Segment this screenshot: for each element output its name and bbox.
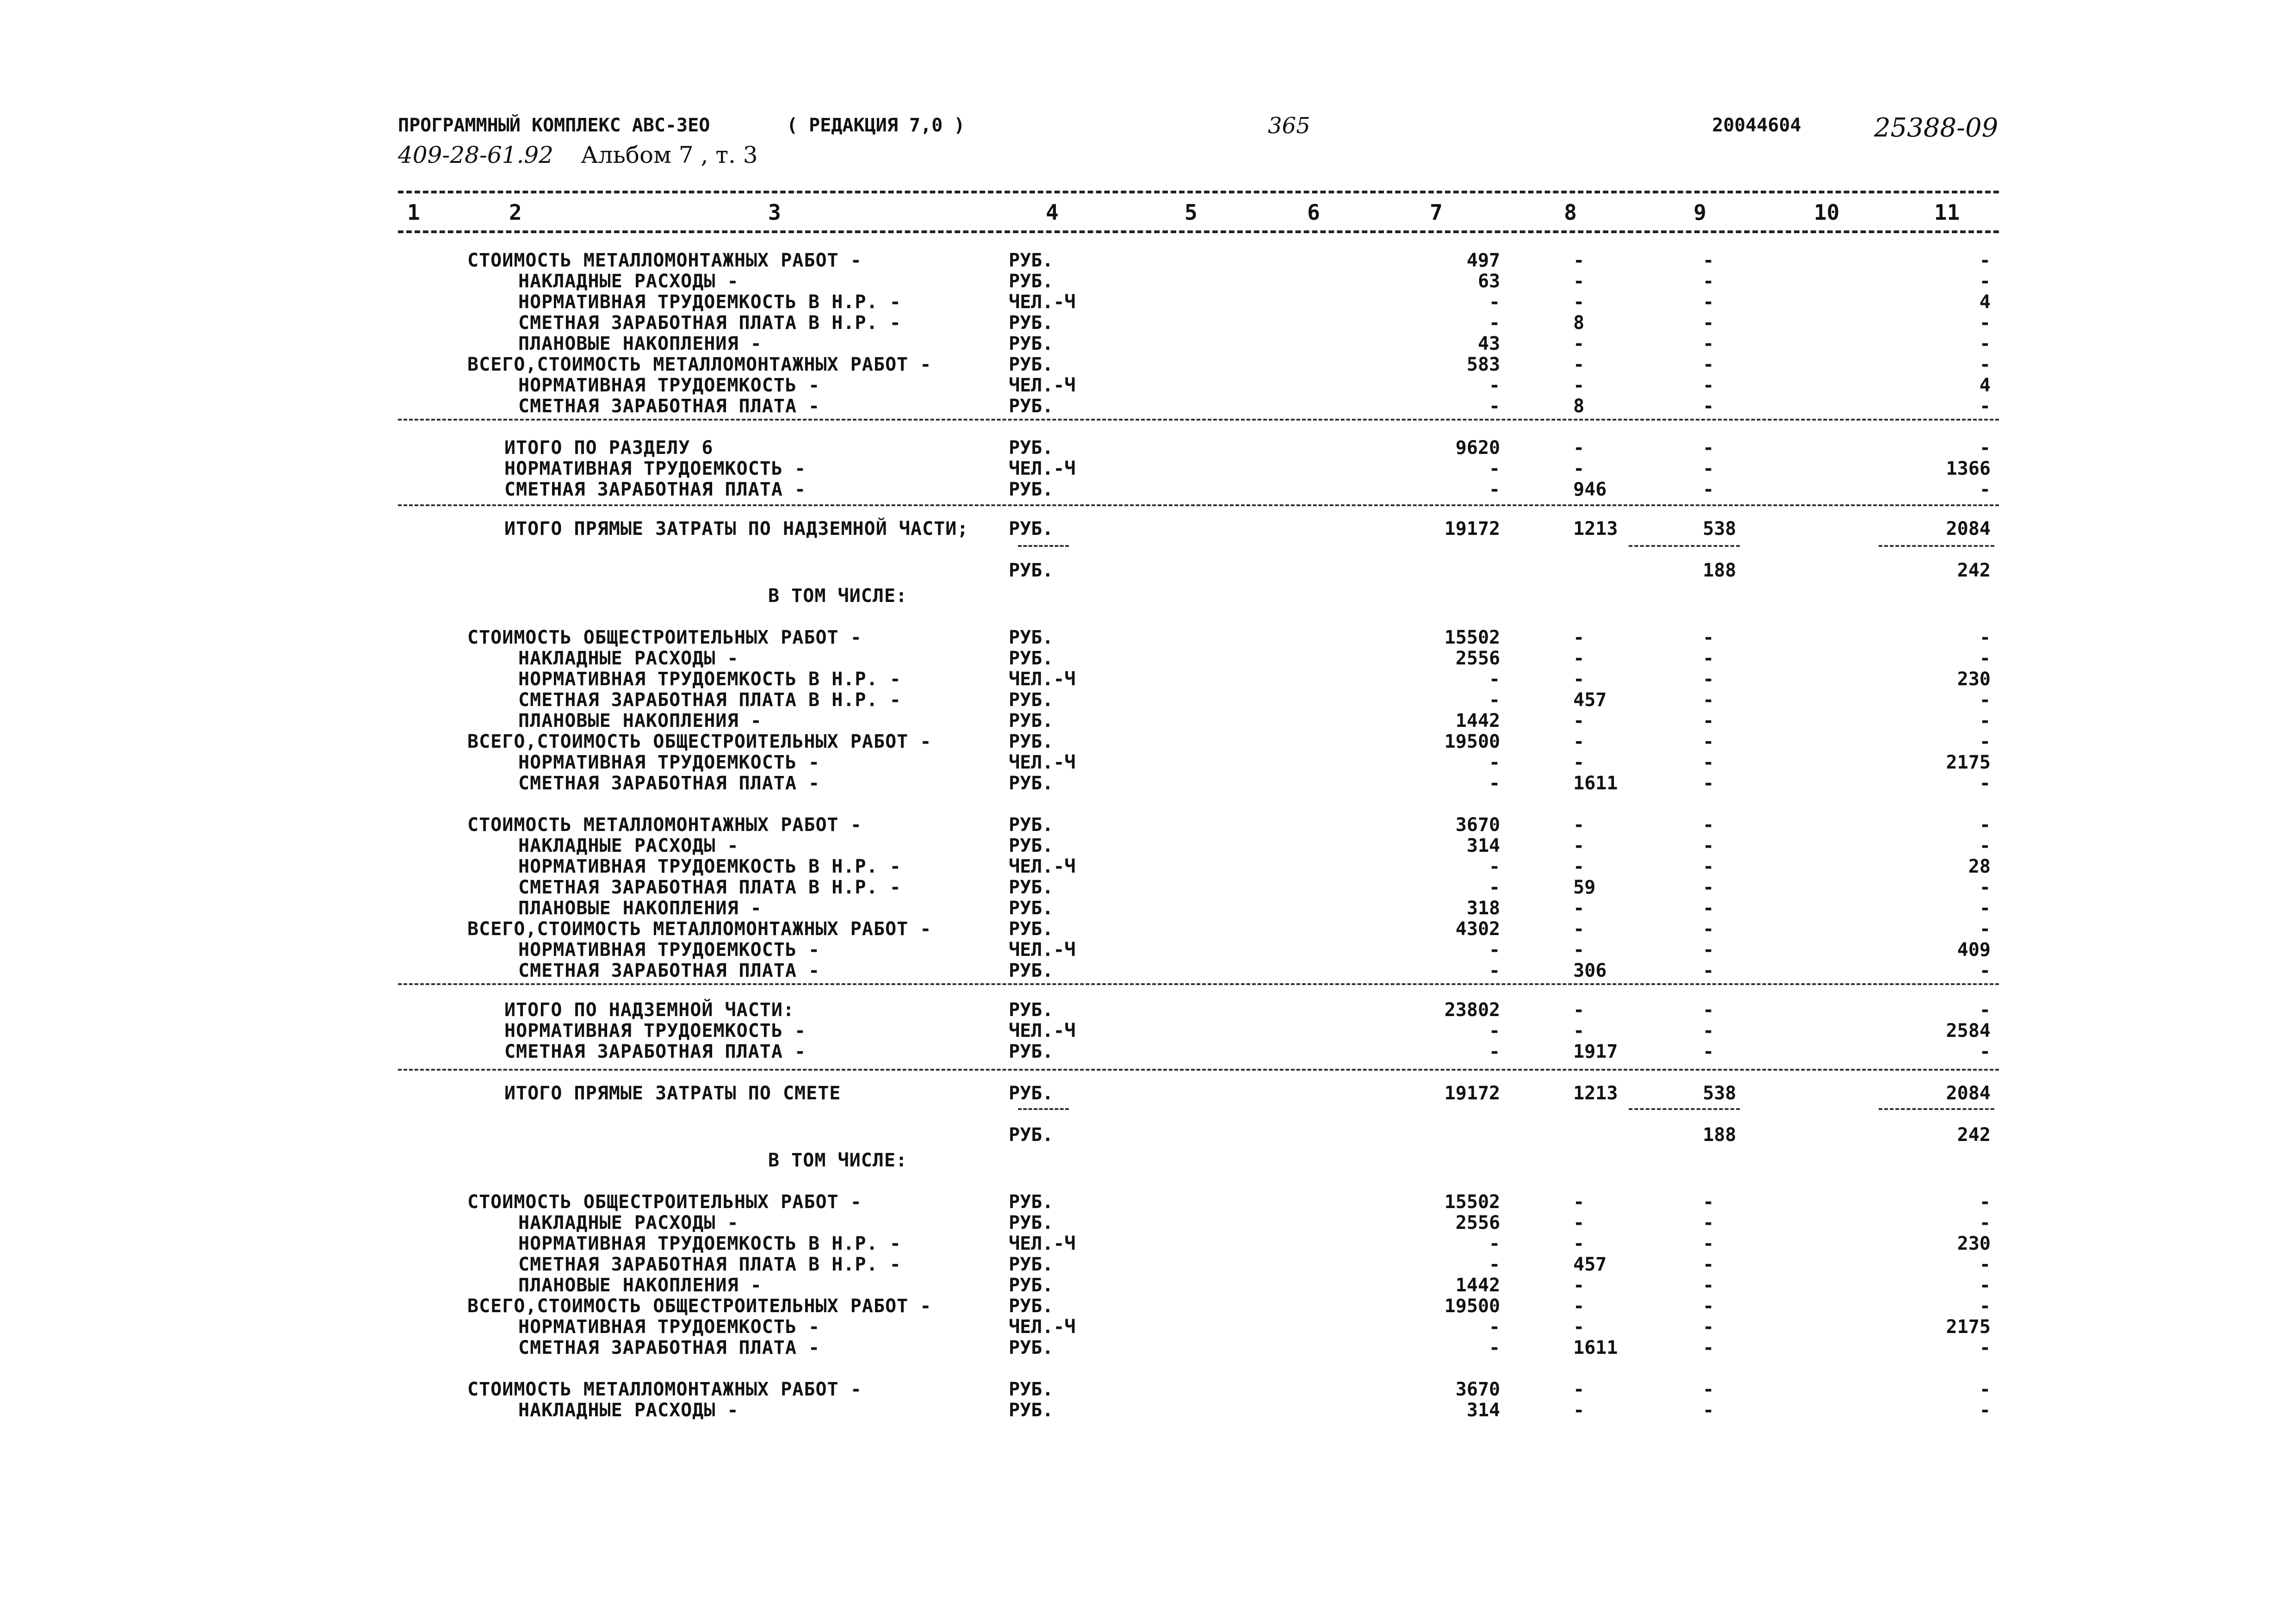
- cell-col11: 230: [1957, 1233, 1991, 1254]
- row-label: СТОИМОСТЬ ОБЩЕСТРОИТЕЛЬНЫХ РАБОТ -: [467, 1191, 862, 1213]
- cell-col7: -: [1489, 1020, 1500, 1042]
- col-6: 6: [1307, 200, 1320, 225]
- cell-col9: -: [1703, 1020, 1714, 1042]
- row-label: СТОИМОСТЬ МЕТАЛЛОМОНТАЖНЫХ РАБОТ -: [467, 1379, 862, 1400]
- cell-col11: -: [1979, 1191, 1991, 1213]
- cell-col11: -: [1979, 1041, 1991, 1062]
- cell-col11: 2584: [1946, 1020, 1991, 1042]
- cell-col7: -: [1489, 1316, 1500, 1338]
- col-11: 11: [1934, 200, 1960, 225]
- section-rule: [398, 1069, 1999, 1071]
- cell-col11: 2084: [1946, 518, 1991, 539]
- cell-col9: -: [1703, 437, 1714, 459]
- cell-col11: 2175: [1946, 1316, 1991, 1338]
- cell-col9: -: [1703, 1254, 1714, 1275]
- cell-col8: 457: [1573, 1254, 1607, 1275]
- cell-col8: -: [1573, 710, 1585, 732]
- row-label: НОРМАТИВНАЯ ТРУДОЕМКОСТЬ -: [518, 939, 820, 961]
- cell-col8: -: [1573, 627, 1585, 648]
- cell-col9: -: [1703, 710, 1714, 732]
- cell-col8: -: [1573, 918, 1585, 940]
- doc-id: 25388-09: [1874, 113, 1998, 143]
- col-8: 8: [1564, 200, 1577, 225]
- col-5: 5: [1185, 200, 1198, 225]
- project-number: 409-28-61.92: [398, 142, 553, 168]
- cell-col9: -: [1703, 835, 1714, 856]
- column-header-row: [398, 200, 1999, 228]
- cell-col11: -: [1979, 627, 1991, 648]
- cell-col9: -: [1703, 939, 1714, 961]
- header-rule-top: [398, 191, 1999, 193]
- cell-col7: 3670: [1455, 814, 1500, 836]
- cell-col7: 19500: [1444, 1296, 1500, 1317]
- cell-col8: -: [1573, 648, 1585, 669]
- cell-col7: 583: [1466, 354, 1500, 375]
- cell-col8: -: [1573, 250, 1585, 271]
- cell-col8: -: [1573, 731, 1585, 752]
- cell-col7: -: [1489, 752, 1500, 773]
- row-label: НОРМАТИВНАЯ ТРУДОЕМКОСТЬ -: [504, 458, 807, 479]
- row-label: СМЕТНАЯ ЗАРАБОТНАЯ ПЛАТА В Н.Р. -: [518, 312, 901, 334]
- row-label: НОРМАТИВНАЯ ТРУДОЕМКОСТЬ В Н.Р. -: [518, 1233, 901, 1254]
- album-label: Альбом 7 , т. 3: [581, 142, 758, 168]
- program-name: ПРОГРАММНЫЙ КОМПЛЕКС АВС-ЗЕО: [398, 115, 710, 136]
- cell-col11: 230: [1957, 669, 1991, 690]
- row-unit: ЧЕЛ.-Ч: [1009, 458, 1076, 479]
- cell-col8: 8: [1573, 396, 1585, 417]
- row-unit: РУБ.: [1009, 1379, 1054, 1400]
- row-label: СМЕТНАЯ ЗАРАБОТНАЯ ПЛАТА В Н.Р. -: [518, 877, 901, 898]
- col-1: 1: [407, 200, 420, 225]
- cell-col11: -: [1979, 999, 1991, 1021]
- cell-col7: 19172: [1444, 1083, 1500, 1104]
- cell-col11: -: [1979, 333, 1991, 354]
- row-unit: РУБ.: [1009, 1212, 1054, 1234]
- cell-col9: -: [1703, 752, 1714, 773]
- cell-col11: -: [1979, 731, 1991, 752]
- cell-col7: -: [1489, 877, 1500, 898]
- row-label: НОРМАТИВНАЯ ТРУДОЕМКОСТЬ -: [504, 1020, 807, 1042]
- row-unit: РУБ.: [1009, 918, 1054, 940]
- cell-col7: 497: [1466, 250, 1500, 271]
- row-unit: РУБ.: [1009, 354, 1054, 375]
- cell-col8: 1213: [1573, 518, 1618, 539]
- cell-col7: 318: [1466, 898, 1500, 919]
- cell-col11: -: [1979, 773, 1991, 794]
- cell-col11: -: [1979, 396, 1991, 417]
- cell-col8: -: [1573, 669, 1585, 690]
- cell-col7: 9620: [1455, 437, 1500, 459]
- row-unit: РУБ.: [1009, 835, 1054, 856]
- cell-col8: -: [1573, 437, 1585, 459]
- cell-col9: -: [1703, 271, 1714, 292]
- cell-col7: -: [1489, 1254, 1500, 1275]
- cell-col9: -: [1703, 898, 1714, 919]
- cell-col9: -: [1703, 1191, 1714, 1213]
- row-label: СМЕТНАЯ ЗАРАБОТНАЯ ПЛАТА -: [518, 773, 820, 794]
- cell-col8: -: [1573, 939, 1585, 961]
- row-label: НАКЛАДНЫЕ РАСХОДЫ -: [518, 648, 739, 669]
- row-label: ВСЕГО,СТОИМОСТЬ ОБЩЕСТРОИТЕЛЬНЫХ РАБОТ -: [467, 1296, 932, 1317]
- row-label: НОРМАТИВНАЯ ТРУДОЕМКОСТЬ -: [518, 375, 820, 396]
- row-unit: РУБ.: [1009, 312, 1054, 334]
- cell-col9: -: [1703, 1316, 1714, 1338]
- row-unit: РУБ.: [1009, 560, 1054, 581]
- cell-col7: 4302: [1455, 918, 1500, 940]
- row-label: НОРМАТИВНАЯ ТРУДОЕМКОСТЬ В Н.Р. -: [518, 669, 901, 690]
- cell-col7: 1442: [1455, 710, 1500, 732]
- edition-label: ( РЕДАКЦИЯ 7,0 ): [787, 115, 965, 136]
- row-label: ВСЕГО,СТОИМОСТЬ МЕТАЛЛОМОНТАЖНЫХ РАБОТ -: [467, 918, 932, 940]
- row-unit: РУБ.: [1009, 960, 1054, 981]
- cell-col11: -: [1979, 271, 1991, 292]
- cell-col8: -: [1573, 291, 1585, 313]
- subtotal-mark: [1018, 545, 1069, 547]
- cell-col8: 306: [1573, 960, 1607, 981]
- row-unit: ЧЕЛ.-Ч: [1009, 375, 1076, 396]
- row-unit: РУБ.: [1009, 710, 1054, 732]
- cell-col7: -: [1489, 689, 1500, 711]
- cell-col11: 28: [1968, 856, 1991, 877]
- row-unit: ЧЕЛ.-Ч: [1009, 939, 1076, 961]
- cell-col9: 538: [1703, 518, 1737, 539]
- row-unit: РУБ.: [1009, 1254, 1054, 1275]
- cell-col8: -: [1573, 1212, 1585, 1234]
- cell-col8: -: [1573, 999, 1585, 1021]
- row-label: СМЕТНАЯ ЗАРАБОТНАЯ ПЛАТА -: [504, 1041, 807, 1062]
- cell-col9: -: [1703, 1233, 1714, 1254]
- cell-col7: 43: [1477, 333, 1500, 354]
- col-9: 9: [1694, 200, 1706, 225]
- cell-col7: -: [1489, 312, 1500, 334]
- row-label: СМЕТНАЯ ЗАРАБОТНАЯ ПЛАТА -: [504, 479, 807, 500]
- col-10: 10: [1814, 200, 1840, 225]
- cell-col11: -: [1979, 1337, 1991, 1358]
- cell-col7: -: [1489, 939, 1500, 961]
- cell-col7: -: [1489, 375, 1500, 396]
- cell-col11: -: [1979, 814, 1991, 836]
- cell-col8: -: [1573, 333, 1585, 354]
- cell-col8: -: [1573, 752, 1585, 773]
- cell-col9: -: [1703, 877, 1714, 898]
- cell-col7: -: [1489, 1337, 1500, 1358]
- cell-col7: 314: [1466, 835, 1500, 856]
- section-rule: [398, 419, 1999, 421]
- row-label: В ТОМ ЧИСЛЕ:: [768, 585, 907, 607]
- header-rule-bottom: [398, 230, 1999, 233]
- row-unit: ЧЕЛ.-Ч: [1009, 752, 1076, 773]
- section-rule: [398, 983, 1999, 985]
- cell-col7: 63: [1477, 271, 1500, 292]
- subtotal-mark: [1879, 1108, 1994, 1110]
- cell-col8: 1917: [1573, 1041, 1618, 1062]
- subtotal-mark: [1629, 545, 1740, 547]
- doc-code: 20044604: [1712, 115, 1801, 136]
- row-label: В ТОМ ЧИСЛЕ:: [768, 1150, 907, 1171]
- cell-col9: -: [1703, 312, 1714, 334]
- subtotal-mark: [1629, 1108, 1740, 1110]
- cell-col11: -: [1979, 835, 1991, 856]
- cell-col9: -: [1703, 814, 1714, 836]
- cell-col8: -: [1573, 1296, 1585, 1317]
- cell-col9: -: [1703, 354, 1714, 375]
- cell-col8: -: [1573, 1316, 1585, 1338]
- cell-col11: -: [1979, 877, 1991, 898]
- cell-col8: -: [1573, 835, 1585, 856]
- cell-col9: -: [1703, 250, 1714, 271]
- row-label: НАКЛАДНЫЕ РАСХОДЫ -: [518, 835, 739, 856]
- row-unit: РУБ.: [1009, 731, 1054, 752]
- cell-col7: 19172: [1444, 518, 1500, 539]
- cell-col9: -: [1703, 1379, 1714, 1400]
- row-label: ИТОГО ПРЯМЫЕ ЗАТРАТЫ ПО СМЕТЕ: [504, 1083, 841, 1104]
- cell-col7: -: [1489, 479, 1500, 500]
- cell-col7: -: [1489, 856, 1500, 877]
- row-unit: РУБ.: [1009, 999, 1054, 1021]
- row-unit: РУБ.: [1009, 1083, 1054, 1104]
- page-number: 365: [1268, 113, 1310, 139]
- row-label: СМЕТНАЯ ЗАРАБОТНАЯ ПЛАТА В Н.Р. -: [518, 1254, 901, 1275]
- cell-col7: 2556: [1455, 1212, 1500, 1234]
- cell-col9: -: [1703, 396, 1714, 417]
- row-unit: ЧЕЛ.-Ч: [1009, 1316, 1076, 1338]
- cell-col9: -: [1703, 731, 1714, 752]
- subtotal-mark: [1018, 1108, 1069, 1110]
- row-unit: ЧЕЛ.-Ч: [1009, 291, 1076, 313]
- row-unit: ЧЕЛ.-Ч: [1009, 1233, 1076, 1254]
- cell-col8: 457: [1573, 689, 1607, 711]
- row-unit: ЧЕЛ.-Ч: [1009, 856, 1076, 877]
- cell-col9: -: [1703, 375, 1714, 396]
- cell-col11: 2175: [1946, 752, 1991, 773]
- row-label: НОРМАТИВНАЯ ТРУДОЕМКОСТЬ -: [518, 1316, 820, 1338]
- cell-col9: -: [1703, 648, 1714, 669]
- cell-col8: -: [1573, 814, 1585, 836]
- row-unit: РУБ.: [1009, 898, 1054, 919]
- row-label: ПЛАНОВЫЕ НАКОПЛЕНИЯ -: [518, 898, 762, 919]
- cell-col11: -: [1979, 1254, 1991, 1275]
- cell-col11: -: [1979, 918, 1991, 940]
- cell-col9: -: [1703, 1337, 1714, 1358]
- cell-col8: -: [1573, 856, 1585, 877]
- subtotal-mark: [1879, 545, 1994, 547]
- cell-col9: -: [1703, 1212, 1714, 1234]
- cell-col11: -: [1979, 312, 1991, 334]
- cell-col9: -: [1703, 689, 1714, 711]
- cell-col11: -: [1979, 437, 1991, 459]
- cell-col11: -: [1979, 1400, 1991, 1421]
- cell-col9: -: [1703, 291, 1714, 313]
- row-label: ВСЕГО,СТОИМОСТЬ МЕТАЛЛОМОНТАЖНЫХ РАБОТ -: [467, 354, 932, 375]
- cell-col7: -: [1489, 291, 1500, 313]
- cell-col9: -: [1703, 999, 1714, 1021]
- row-label: СМЕТНАЯ ЗАРАБОТНАЯ ПЛАТА -: [518, 1337, 820, 1358]
- row-unit: РУБ.: [1009, 437, 1054, 459]
- cell-col7: -: [1489, 1233, 1500, 1254]
- section-rule: [398, 504, 1999, 506]
- cell-col11: -: [1979, 898, 1991, 919]
- cell-col9: -: [1703, 669, 1714, 690]
- cell-col7: -: [1489, 458, 1500, 479]
- cell-col11: 2084: [1946, 1083, 1991, 1104]
- cell-col8: -: [1573, 1400, 1585, 1421]
- row-unit: РУБ.: [1009, 518, 1054, 539]
- row-label: ПЛАНОВЫЕ НАКОПЛЕНИЯ -: [518, 1275, 762, 1296]
- cell-col7: -: [1489, 396, 1500, 417]
- cell-col7: -: [1489, 669, 1500, 690]
- row-label: НОРМАТИВНАЯ ТРУДОЕМКОСТЬ -: [518, 752, 820, 773]
- row-unit: РУБ.: [1009, 250, 1054, 271]
- cell-col9: 538: [1703, 1083, 1737, 1104]
- row-label: ПЛАНОВЫЕ НАКОПЛЕНИЯ -: [518, 710, 762, 732]
- row-label: НОРМАТИВНАЯ ТРУДОЕМКОСТЬ В Н.Р. -: [518, 291, 901, 313]
- cell-col11: 409: [1957, 939, 1991, 961]
- cell-col9: -: [1703, 856, 1714, 877]
- row-unit: РУБ.: [1009, 627, 1054, 648]
- col-7: 7: [1430, 200, 1443, 225]
- row-unit: РУБ.: [1009, 1400, 1054, 1421]
- cell-col7: 15502: [1444, 627, 1500, 648]
- row-label: СМЕТНАЯ ЗАРАБОТНАЯ ПЛАТА -: [518, 396, 820, 417]
- cell-col7: -: [1489, 960, 1500, 981]
- row-label: НОРМАТИВНАЯ ТРУДОЕМКОСТЬ В Н.Р. -: [518, 856, 901, 877]
- cell-col7: 19500: [1444, 731, 1500, 752]
- cell-col11: 1366: [1946, 458, 1991, 479]
- cell-col8: -: [1573, 898, 1585, 919]
- cell-col9: -: [1703, 960, 1714, 981]
- row-label: ИТОГО ПРЯМЫЕ ЗАТРАТЫ ПО НАДЗЕМНОЙ ЧАСТИ;: [504, 518, 969, 539]
- row-unit: РУБ.: [1009, 333, 1054, 354]
- cell-col7: -: [1489, 1041, 1500, 1062]
- cell-col7: 3670: [1455, 1379, 1500, 1400]
- cell-col8: -: [1573, 375, 1585, 396]
- cell-col11: -: [1979, 960, 1991, 981]
- cell-col9: -: [1703, 1400, 1714, 1421]
- row-label: ИТОГО ПО РАЗДЕЛУ 6: [504, 437, 714, 459]
- cell-col11: -: [1979, 1275, 1991, 1296]
- row-unit: РУБ.: [1009, 396, 1054, 417]
- row-label: ИТОГО ПО НАДЗЕМНОЙ ЧАСТИ:: [504, 999, 795, 1021]
- cell-col9: -: [1703, 333, 1714, 354]
- col-4: 4: [1046, 200, 1059, 225]
- cell-col8: 1213: [1573, 1083, 1618, 1104]
- cell-col11: -: [1979, 479, 1991, 500]
- cell-col8: -: [1573, 354, 1585, 375]
- cell-col7: 1442: [1455, 1275, 1500, 1296]
- cell-col11: 4: [1979, 291, 1991, 313]
- cell-col9: -: [1703, 1041, 1714, 1062]
- cell-col8: -: [1573, 1275, 1585, 1296]
- cell-col8: 1611: [1573, 773, 1618, 794]
- cell-col8: -: [1573, 271, 1585, 292]
- cell-col7: 15502: [1444, 1191, 1500, 1213]
- row-label: ВСЕГО,СТОИМОСТЬ ОБЩЕСТРОИТЕЛЬНЫХ РАБОТ -: [467, 731, 932, 752]
- cell-col11: -: [1979, 648, 1991, 669]
- cell-col9: -: [1703, 918, 1714, 940]
- cell-col7: 2556: [1455, 648, 1500, 669]
- cell-col8: -: [1573, 1233, 1585, 1254]
- row-unit: РУБ.: [1009, 877, 1054, 898]
- row-unit: РУБ.: [1009, 689, 1054, 711]
- row-label: СМЕТНАЯ ЗАРАБОТНАЯ ПЛАТА В Н.Р. -: [518, 689, 901, 711]
- col-3: 3: [768, 200, 781, 225]
- row-unit: РУБ.: [1009, 814, 1054, 836]
- cell-col11: -: [1979, 710, 1991, 732]
- row-unit: РУБ.: [1009, 1191, 1054, 1213]
- cell-col8: -: [1573, 1020, 1585, 1042]
- cell-col9: -: [1703, 773, 1714, 794]
- cell-col11: -: [1979, 354, 1991, 375]
- row-unit: ЧЕЛ.-Ч: [1009, 669, 1076, 690]
- row-label: СТОИМОСТЬ ОБЩЕСТРОИТЕЛЬНЫХ РАБОТ -: [467, 627, 862, 648]
- cell-col8: -: [1573, 458, 1585, 479]
- cell-col8: 946: [1573, 479, 1607, 500]
- row-unit: РУБ.: [1009, 1275, 1054, 1296]
- row-unit: РУБ.: [1009, 773, 1054, 794]
- cell-col11: -: [1979, 689, 1991, 711]
- cell-col9: -: [1703, 479, 1714, 500]
- row-unit: РУБ.: [1009, 1296, 1054, 1317]
- cell-col11: -: [1979, 1379, 1991, 1400]
- row-unit: ЧЕЛ.-Ч: [1009, 1020, 1076, 1042]
- cell-col8: -: [1573, 1191, 1585, 1213]
- row-label: НАКЛАДНЫЕ РАСХОДЫ -: [518, 271, 739, 292]
- row-unit: РУБ.: [1009, 479, 1054, 500]
- cell-col8: 59: [1573, 877, 1596, 898]
- row-label: СМЕТНАЯ ЗАРАБОТНАЯ ПЛАТА -: [518, 960, 820, 981]
- cell-col9: -: [1703, 458, 1714, 479]
- cell-col11: 242: [1957, 560, 1991, 581]
- row-unit: РУБ.: [1009, 271, 1054, 292]
- row-unit: РУБ.: [1009, 1337, 1054, 1358]
- cell-col9: 188: [1703, 560, 1737, 581]
- row-label: НАКЛАДНЫЕ РАСХОДЫ -: [518, 1212, 739, 1234]
- row-unit: РУБ.: [1009, 648, 1054, 669]
- cell-col7: 23802: [1444, 999, 1500, 1021]
- cell-col8: 1611: [1573, 1337, 1618, 1358]
- cell-col11: -: [1979, 1296, 1991, 1317]
- cell-col11: -: [1979, 250, 1991, 271]
- row-unit: РУБ.: [1009, 1124, 1054, 1146]
- cell-col8: 8: [1573, 312, 1585, 334]
- cell-col7: -: [1489, 773, 1500, 794]
- row-label: СТОИМОСТЬ МЕТАЛЛОМОНТАЖНЫХ РАБОТ -: [467, 250, 862, 271]
- cell-col11: -: [1979, 1212, 1991, 1234]
- cell-col9: -: [1703, 1296, 1714, 1317]
- row-label: СТОИМОСТЬ МЕТАЛЛОМОНТАЖНЫХ РАБОТ -: [467, 814, 862, 836]
- cell-col11: 242: [1957, 1124, 1991, 1146]
- row-label: ПЛАНОВЫЕ НАКОПЛЕНИЯ -: [518, 333, 762, 354]
- row-label: НАКЛАДНЫЕ РАСХОДЫ -: [518, 1400, 739, 1421]
- col-2: 2: [509, 200, 522, 225]
- cell-col7: 314: [1466, 1400, 1500, 1421]
- cell-col11: 4: [1979, 375, 1991, 396]
- row-unit: РУБ.: [1009, 1041, 1054, 1062]
- cell-col8: -: [1573, 1379, 1585, 1400]
- cell-col9: -: [1703, 1275, 1714, 1296]
- cell-col9: 188: [1703, 1124, 1737, 1146]
- cell-col9: -: [1703, 627, 1714, 648]
